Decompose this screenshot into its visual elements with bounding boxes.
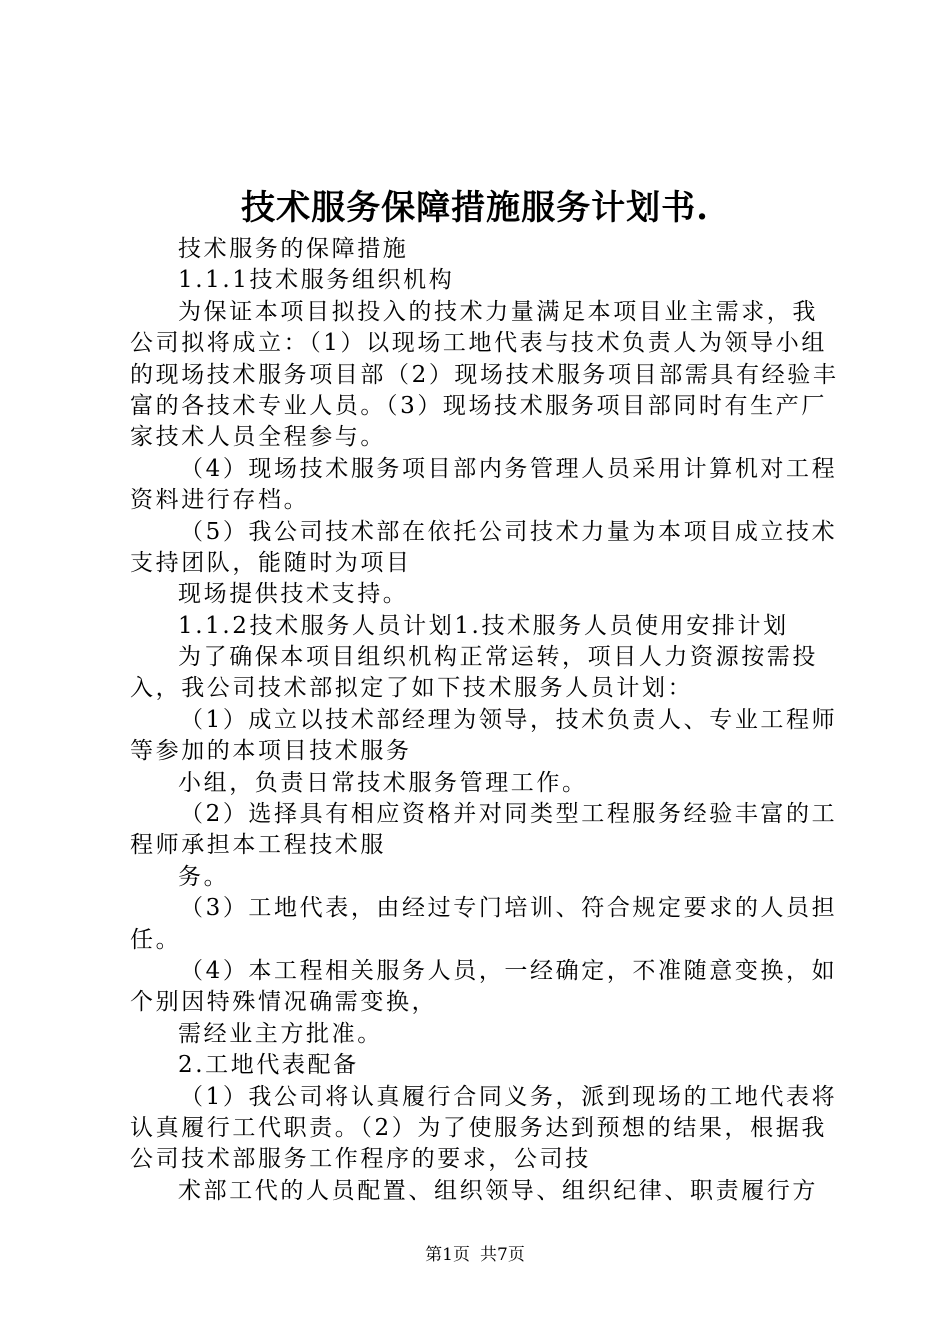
document-body — [130, 234, 850, 1207]
text-line: 入，我公司技术部拟定了如下技术服务人员计划： — [130, 675, 694, 702]
text-line: 公司拟将成立：（1）以现场工地代表与技术负责人为领导小组 — [130, 330, 827, 357]
text-line: 为保证本项目拟投入的技术力量满足本项目业主需求，我 — [178, 298, 818, 325]
text-line: （4）本工程相关服务人员，一经确定，不准随意变换，如 — [180, 957, 838, 984]
text-line: 支持团队，能随时为项目 — [130, 549, 412, 576]
text-line: 1.1.1技术服务组织机构 — [178, 267, 455, 294]
text-line: 富的各技术专业人员。（3）现场技术服务项目部同时有生产厂 — [130, 392, 827, 419]
text-line: （1）成立以技术部经理为领导，技术负责人、专业工程师 — [180, 706, 838, 733]
text-line: 需经业主方批准。 — [178, 1020, 383, 1047]
text-line: 术部工代的人员配置、组织领导、组织纪律、职责履行方 — [178, 1177, 818, 1204]
text-line: 公司技术部服务工作程序的要求，公司技 — [130, 1146, 591, 1173]
text-line: 程师承担本工程技术服 — [130, 832, 386, 859]
text-line: 技术服务的保障措施 — [178, 236, 409, 262]
text-line: 资料进行存档。 — [130, 487, 310, 514]
text-line: 现场提供技术支持。 — [178, 581, 409, 608]
document-title: 技术服务保障措施服务计划书. — [241, 188, 709, 228]
page-footer — [0, 1244, 950, 1266]
text-line: 2.工地代表配备 — [178, 1052, 359, 1079]
text-line: 认真履行工代职责。（2）为了使服务达到预想的结果，根据我 — [130, 1114, 827, 1141]
text-line: 家技术人员全程参与。 — [130, 424, 386, 451]
text-line: 任。 — [130, 926, 182, 953]
text-line: 的现场技术服务项目部（2）现场技术服务项目部需具有经验丰 — [130, 361, 839, 388]
text-line: 个别因特殊情况确需变换， — [130, 989, 438, 1016]
text-line: （2）选择具有相应资格并对同类型工程服务经验丰富的工 — [180, 801, 838, 828]
text-line: （5）我公司技术部在依托公司技术力量为本项目成立技术 — [180, 518, 838, 545]
page-total: 共7页 — [480, 1245, 525, 1265]
text-line: 等参加的本项目技术服务 — [130, 738, 412, 765]
text-line: 为了确保本项目组织机构正常运转，项目人力资源按需投 — [178, 644, 818, 671]
page-number: 第1页 — [425, 1245, 470, 1265]
text-line: （1）我公司将认真履行合同义务，派到现场的工地代表将 — [180, 1083, 838, 1110]
text-line: 务。 — [178, 863, 230, 890]
text-line: 小组，负责日常技术服务管理工作。 — [178, 769, 588, 796]
text-line: （3）工地代表，由经过专门培训、符合规定要求的人员担 — [180, 895, 838, 922]
text-line: 1.1.2技术服务人员计划1.技术服务人员使用安排计划 — [178, 612, 789, 639]
text-line: （4）现场技术服务项目部内务管理人员采用计算机对工程 — [180, 455, 838, 482]
